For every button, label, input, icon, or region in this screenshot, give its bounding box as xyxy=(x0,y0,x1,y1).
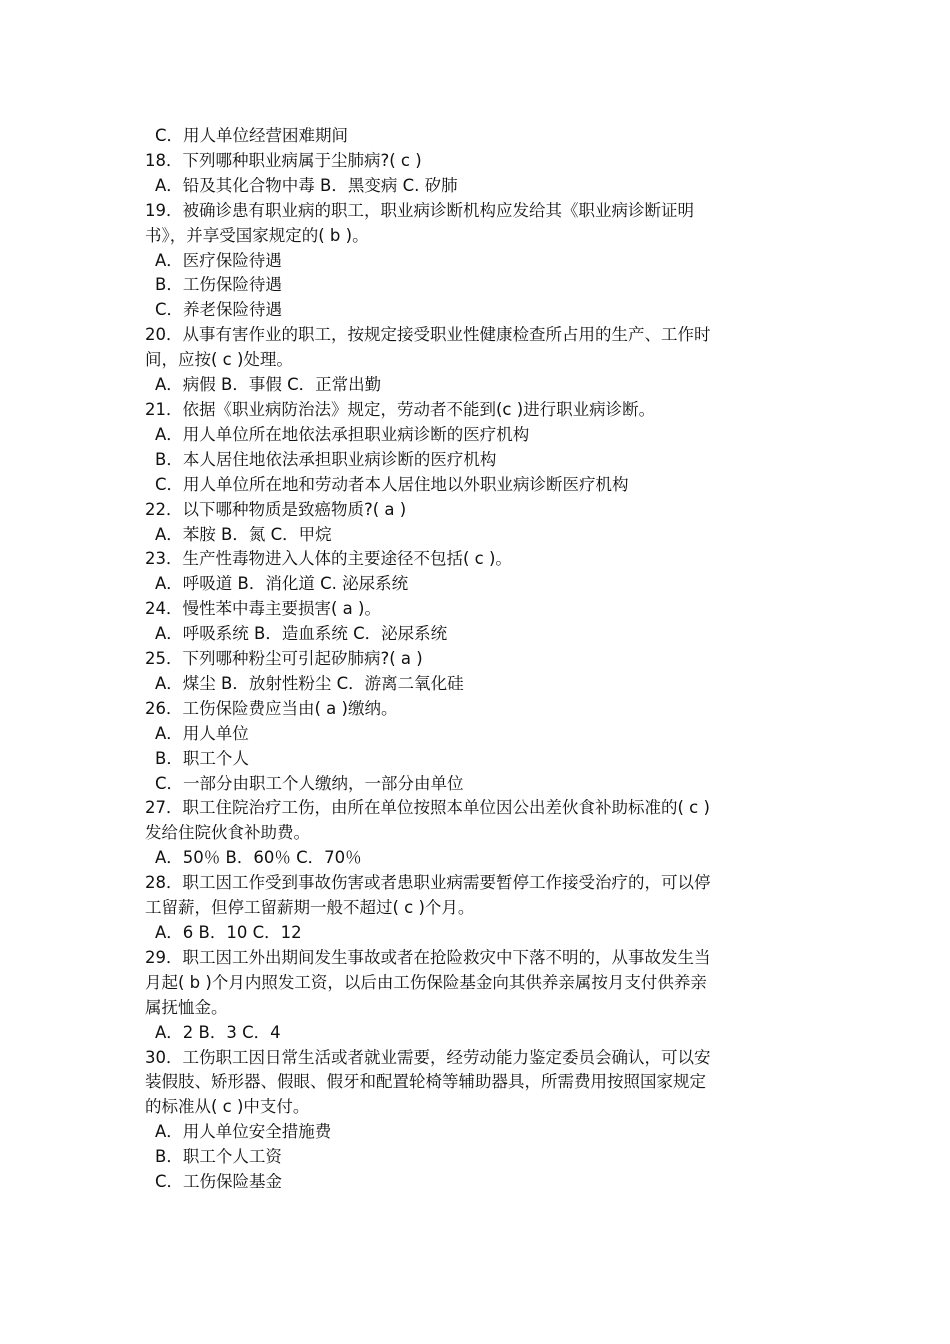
answer-option-line: C．养老保险待遇 xyxy=(155,300,283,320)
answer-option-line: C．一部分由职工个人缴纳，一部分由单位 xyxy=(155,773,464,793)
answer-option-line: A．6 B．10 C．12 xyxy=(155,923,302,942)
question-text-line: 23．生产性毒物进入人体的主要途径不包括( c )。 xyxy=(145,549,512,569)
question-text-line: 书》，并享受国家规定的( b )。 xyxy=(145,225,369,245)
question-text-line: 25．下列哪种粉尘可引起矽肺病?( a ) xyxy=(145,649,423,669)
question-text-line: 发给住院伙食补助费。 xyxy=(145,823,310,843)
question-text-line: 24．慢性苯中毒主要损害( a )。 xyxy=(145,599,381,619)
question-text-line: 22．以下哪种物质是致癌物质?( a ) xyxy=(145,499,407,519)
answer-option-line: C．工伤保险基金 xyxy=(155,1172,283,1192)
answer-option-line: A．呼吸系统 B．造血系统 C．泌尿系统 xyxy=(155,624,448,644)
answer-option-line: B．职工个人 xyxy=(155,748,249,768)
question-text-line: 30．工伤职工因日常生活或者就业需要，经劳动能力鉴定委员会确认，可以安 xyxy=(145,1047,711,1067)
question-text-line: 工留薪，但停工留薪期一般不超过( c )个月。 xyxy=(145,898,475,918)
question-text-line: 属抚恤金。 xyxy=(145,997,228,1017)
question-text-line: 21．依据《职业病防治法》规定，劳动者不能到(c )进行职业病诊断。 xyxy=(145,399,656,419)
question-text-line: 间，应按( c )处理。 xyxy=(145,350,293,370)
answer-option-line: B．本人居住地依法承担职业病诊断的医疗机构 xyxy=(155,449,497,469)
document-body xyxy=(145,124,810,1195)
answer-option-line: C．用人单位所在地和劳动者本人居住地以外职业病诊断医疗机构 xyxy=(155,474,629,494)
question-text-line: 18．下列哪种职业病属于尘肺病?( c ) xyxy=(145,150,422,170)
question-text-line: 20．从事有害作业的职工，按规定接受职业性健康检查所占用的生产、工作时 xyxy=(145,325,711,345)
question-text-line: 的标准从( c )中支付。 xyxy=(145,1097,310,1117)
answer-option-line: B．职工个人工资 xyxy=(155,1147,282,1167)
answer-option-line: A．医疗保险待遇 xyxy=(155,250,282,270)
question-text-line: 19．被确诊患有职业病的职工，职业病诊断机构应发给其《职业病诊断证明 xyxy=(145,200,694,220)
answer-option-line: A．用人单位 xyxy=(155,723,249,743)
answer-option-line: C．用人单位经营困难期间 xyxy=(155,126,349,145)
question-text-line: 27．职工住院治疗工伤，由所在单位按照本单位因公出差伙食补助标准的( c ) xyxy=(145,798,710,818)
answer-option-line: A．用人单位所在地依法承担职业病诊断的医疗机构 xyxy=(155,424,530,444)
question-text-line: 29．职工因工外出期间发生事故或者在抢险救灾中下落不明的，从事故发生当 xyxy=(145,947,711,967)
question-text-line: 月起( b )个月内照发工资，以后由工伤保险基金向其供养亲属按月支付供养亲 xyxy=(145,972,707,992)
answer-option-line: A．呼吸道 B．消化道 C. 泌尿系统 xyxy=(155,574,409,594)
question-text-line: 装假肢、矫形器、假眼、假牙和配置轮椅等辅助器具，所需费用按照国家规定 xyxy=(145,1072,706,1092)
question-text-line: 26．工伤保险费应当由( a )缴纳。 xyxy=(145,698,398,718)
answer-option-line: A．铅及其化合物中毒 B．黑变病 C. 矽肺 xyxy=(155,175,458,195)
answer-option-line: A．50％ B．60％ C．70％ xyxy=(155,848,362,868)
answer-option-line: A．苯胺 B．氮 C．甲烷 xyxy=(155,524,332,544)
answer-option-line: A．用人单位安全措施费 xyxy=(155,1122,332,1142)
answer-option-line: A．病假 B．事假 C．正常出勤 xyxy=(155,375,382,395)
question-text-line: 28．职工因工作受到事故伤害或者患职业病需要暂停工作接受治疗的，可以停 xyxy=(145,873,711,893)
answer-option-line: A．2 B．3 C．4 xyxy=(155,1022,281,1042)
answer-option-line: B．工伤保险待遇 xyxy=(155,275,282,295)
answer-option-line: A．煤尘 B．放射性粉尘 C．游离二氧化硅 xyxy=(155,673,464,693)
